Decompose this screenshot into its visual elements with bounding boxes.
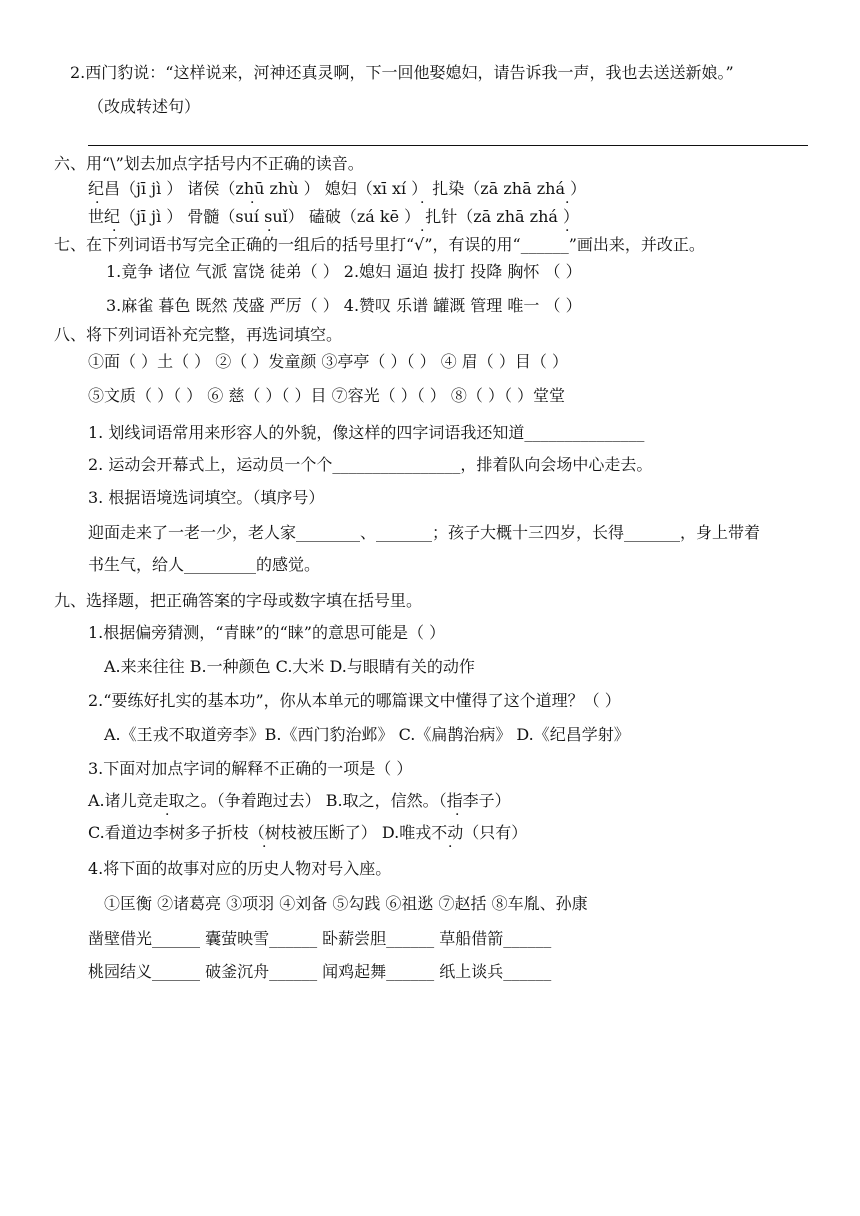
answer-line: [88, 145, 808, 146]
section-8-question-3: 3. 根据语境选词填空。（填序号）: [88, 488, 325, 507]
emphasis-dot: ·: [165, 807, 170, 823]
section-9-question-4-row-2: 桃园结义______ 破釜沉舟______ 闻鸡起舞______ 纸上谈兵______: [88, 962, 552, 981]
emphasis-dot: ·: [420, 195, 425, 211]
section-6-row-1: 纪昌（jī jì ） 诸侯（zhū zhù ） 媳妇（xī xí ） 扎染（zā zhā zhá ）: [88, 179, 587, 198]
section-9-question-1: 1.根据偏旁猜测，“青睐”的“睐”的意思可能是（ ）: [88, 623, 446, 642]
emphasis-dot: ·: [565, 223, 570, 239]
section-6-row-2: 世纪（jī jì ） 骨髓（suí suǐ） 磕破（zá kē ） 扎针（zā zhā zhá ）: [88, 207, 580, 226]
section-8-question-1: 1. 划线词语常用来形容人的外貌，像这样的四字词语我还知道_______________: [88, 423, 645, 442]
section-8-row-2: ⑤文质（ ）（ ） ⑥ 慈（ ）（ ）目 ⑦容光（ ）（ ） ⑧（ ）（ ）堂堂: [88, 386, 566, 405]
emphasis-dot: ·: [112, 223, 117, 239]
section-9-question-4-row-1: 凿壁借光______ 囊萤映雪______ 卧薪尝胆______ 草船借箭______: [88, 929, 552, 948]
emphasis-dot: ·: [455, 807, 460, 823]
section-9-question-4: 4.将下面的故事对应的历史人物对号入座。: [88, 859, 392, 878]
section-9-question-1-options: A.来来往往 B.一种颜色 C.大米 D.与眼睛有关的动作: [104, 657, 475, 676]
section-9-question-3: 3.下面对加点字词的解释不正确的一项是（ ）: [88, 759, 413, 778]
emphasis-dot: ·: [565, 195, 570, 211]
section-9-question-4-names: ①匡衡 ②诸葛亮 ③项羽 ④刘备 ⑤勾践 ⑥祖逖 ⑦赵括 ⑧车胤、孙康: [104, 894, 588, 913]
question-2-instruction: （改成转述句）: [88, 97, 201, 116]
section-9-question-3-line-1: A.诸儿竞走取之。（争着跑过去） B.取之，信然。（指李子）: [88, 791, 511, 810]
emphasis-dot: ·: [262, 839, 267, 855]
emphasis-dot: ·: [250, 195, 255, 211]
section-9-question-2-options: A.《王戎不取道旁李》B.《西门豹治邺》 C.《扁鹊治病》 D.《纪昌学射》: [104, 725, 630, 744]
section-8-question-3-line-2: 书生气，给人_________的感觉。: [88, 555, 321, 574]
section-7-row-2: 3.麻雀 暮色 既然 茂盛 严厉（ ） 4.赞叹 乐谱 罐溉 管理 唯一 （ ）: [106, 296, 582, 315]
emphasis-dot: ·: [420, 223, 425, 239]
section-9-question-2: 2.“要练好扎实的基本功”，你从本单元的哪篇课文中懂得了这个道理？（ ）: [88, 691, 621, 710]
emphasis-dot: ·: [267, 223, 272, 239]
section-8-question-3-line-1: 迎面走来了一老一少，老人家________、_______；孩子大概十三四岁，长得_______，身上带着: [88, 523, 761, 542]
question-2-text: 2.西门豹说：“这样说来，河神还真灵啊，下一回他娶媳妇，请告诉我一声，我也去送送新娘。”: [70, 63, 734, 82]
emphasis-dot: ·: [448, 839, 453, 855]
emphasis-dot: ·: [95, 195, 100, 211]
section-8-question-2: 2. 运动会开幕式上，运动员一个个________________，排着队向会场中心走去。: [88, 455, 653, 474]
section-9-question-3-line-2: C.看道边李树多子折枝（树枝被压断了） D.唯戎不动（只有）: [88, 823, 528, 842]
section-7-title: 七、在下列词语书写完全正确的一组后的括号里打“√”，有误的用“______”画出来，并改正。: [54, 235, 705, 254]
section-8-title: 八、将下列词语补充完整，再选词填空。: [54, 325, 343, 344]
section-7-row-1: 1.竟争 诸位 气派 富饶 徒弟（ ） 2.媳妇 逼迫 拔打 投降 胸怀 （ ）: [106, 262, 582, 281]
section-6-title: 六、用“\”划去加点字括号内不正确的读音。: [54, 154, 364, 173]
section-8-row-1: ①面（ ）土（ ） ②（ ）发童颜 ③亭亭（ ）（ ） ④ 眉（ ）目（ ）: [88, 352, 568, 371]
section-9-title: 九、选择题，把正确答案的字母或数字填在括号里。: [54, 591, 423, 610]
